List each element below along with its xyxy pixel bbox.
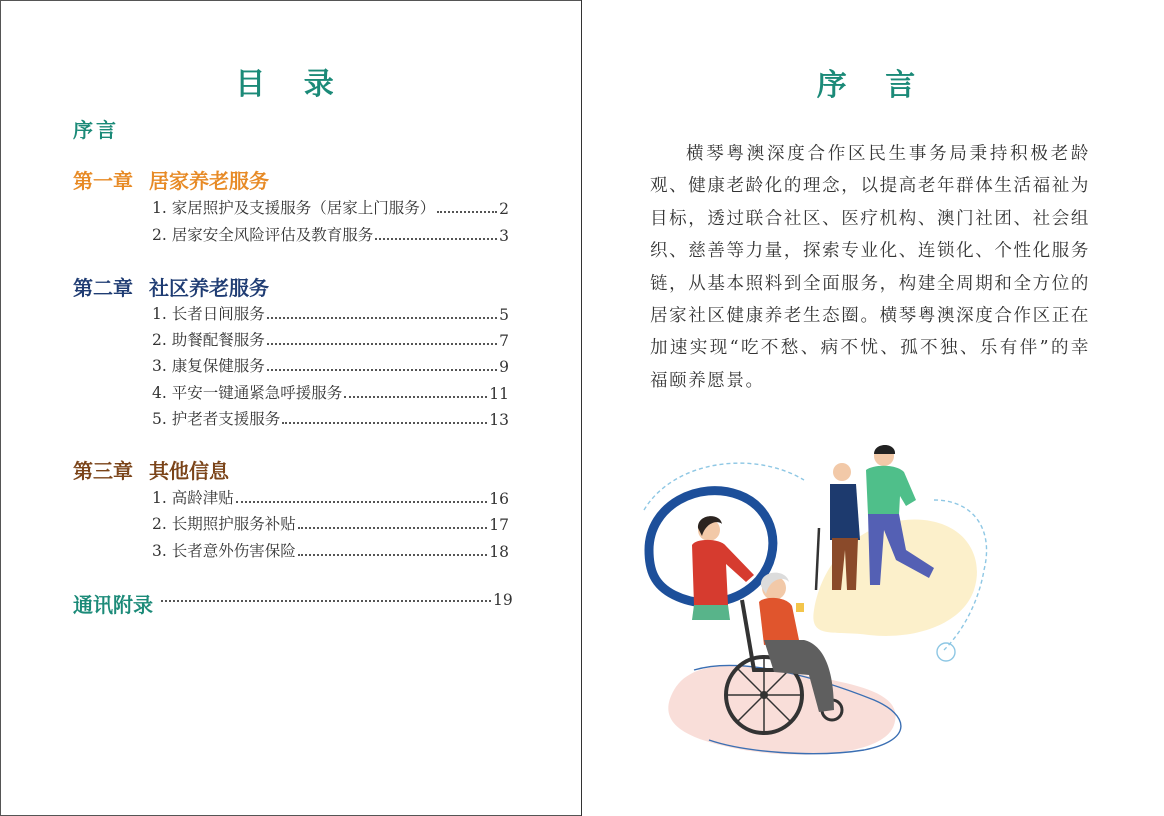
preface-title: 序 言 (816, 68, 930, 103)
toc-entry-title: 3. 长者意外伤害保险 (152, 542, 296, 560)
toc-chapter-1-heading[interactable] (73, 165, 269, 194)
toc-entry-page: 16 (489, 490, 509, 508)
toc-entry-title: 2. 助餐配餐服务 (152, 331, 265, 349)
dot-leader (282, 422, 487, 424)
toc-chapter-2-heading[interactable] (73, 272, 269, 301)
toc-entry-page: 3 (499, 227, 509, 245)
toc-entry-page: 9 (499, 358, 509, 376)
cup (796, 603, 804, 612)
toc-entry-title: 1. 高龄津贴 (152, 489, 234, 507)
elderly-care-illustration (634, 440, 1034, 770)
toc-entry-title: 1. 长者日间服务 (152, 305, 265, 323)
toc-entry-title: 2. 居家安全风险评估及教育服务 (152, 226, 374, 244)
toc-entry[interactable] (152, 539, 509, 561)
chapter-number: 第一章 (73, 169, 133, 193)
caregiver-skirt (692, 605, 730, 620)
dot-leader (161, 600, 491, 602)
toc-entry[interactable] (152, 486, 509, 508)
toc-entry[interactable] (152, 381, 509, 403)
toc-title: 目 录 (235, 67, 348, 102)
dot-leader (267, 369, 497, 371)
toc-entry[interactable] (152, 302, 509, 324)
toc-entry-title: 3. 康复保健服务 (152, 357, 265, 375)
toc-entry-page: 5 (499, 306, 509, 324)
toc-entry[interactable] (152, 196, 509, 218)
toc-entry-title: 2. 长期照护服务补贴 (152, 515, 296, 533)
chapter-name: 居家养老服务 (149, 169, 269, 193)
dot-leader (298, 527, 488, 529)
toc-entry-page: 17 (489, 516, 509, 534)
young-man-body (866, 466, 916, 515)
toc-entry-page: 11 (489, 385, 509, 403)
toc-chapter-3-heading[interactable] (73, 455, 229, 484)
toc-entry-page: 7 (499, 332, 509, 350)
young-man-hair (874, 445, 895, 454)
dot-leader (267, 343, 497, 345)
chapter-number: 第二章 (73, 276, 133, 300)
toc-entry-page: 2 (499, 200, 509, 218)
toc-entry-title: 5. 护老者支援服务 (152, 410, 281, 428)
preface-page (582, 0, 1164, 816)
dot-leader (267, 317, 497, 319)
toc-appendix-page: 19 (493, 591, 513, 609)
dot-leader (437, 211, 497, 213)
elder-man-body (830, 484, 860, 540)
toc-entry-page: 18 (489, 543, 509, 561)
dot-leader (298, 554, 488, 556)
toc-page (0, 0, 581, 816)
chapter-name: 社区养老服务 (149, 276, 269, 300)
toc-appendix-heading[interactable]: 通讯附录 (73, 593, 153, 617)
chapter-number: 第三章 (73, 459, 133, 483)
toc-entry[interactable] (152, 328, 509, 350)
cane (816, 528, 819, 590)
toc-entry-title: 1. 家居照护及支援服务（居家上门服务） (152, 199, 436, 217)
elder-man-head (833, 463, 851, 481)
dot-leader (344, 396, 487, 398)
dot-leader (236, 501, 488, 503)
small-ring (937, 643, 955, 661)
toc-entry-title: 4. 平安一键通紧急呼援服务 (152, 384, 343, 402)
chapter-name: 其他信息 (149, 459, 229, 483)
toc-entry[interactable] (152, 407, 509, 429)
toc-entry[interactable] (152, 354, 509, 376)
preface-body: 横琴粤澳深度合作区民生事务局秉持积极老龄观、健康老龄化的理念，以提高老年群体生活福祉为目标，透过联合社区、医疗机构、澳门社团、社会组织、慈善等力量，探索专业化、连锁化、个性化服务链，从基本照料到全面服务，构建全周期和全方位的居家社区健康养老生态圈。横琴粤澳深度合作区正在加速实现“吃不愁、病不忧、孤不独、乐有伴”的幸福颐养愿景。 (650, 144, 1090, 391)
dot-leader (375, 238, 497, 240)
toc-preface-heading[interactable]: 序言 (73, 118, 119, 142)
elder-woman-body (759, 598, 799, 645)
toc-entry[interactable] (152, 223, 509, 245)
peach-blob (668, 666, 895, 755)
toc-entry-page: 13 (489, 411, 509, 429)
toc-entry[interactable] (152, 512, 509, 534)
